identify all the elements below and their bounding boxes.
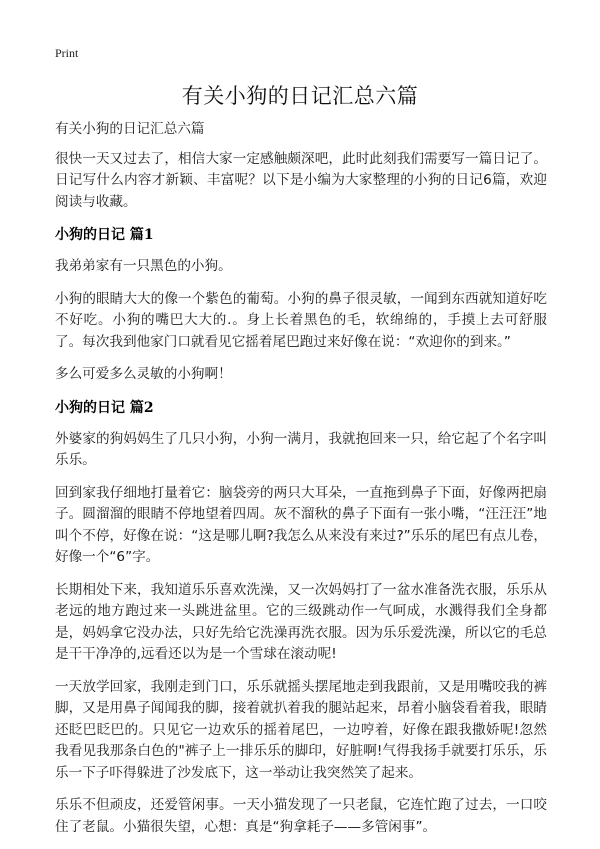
section-heading: 小狗的日记 篇1 <box>55 227 154 243</box>
paragraph: 小狗的眼睛大大的像一个紫色的葡萄。小狗的鼻子很灵敏，一闻到东西就知道好吃不好吃。小狗的嘴巴大大的.。身上长着黑色的毛，软绵绵的，手摸上去可舒服了。每次我到他家门口就看见它摇着尾巴跑过来好像在说：“欢迎你的到来。” <box>55 290 547 350</box>
diary-section-2 <box>55 397 547 839</box>
paragraph: 乐乐不但顽皮，还爱管闲事。一天小猫发现了一只老鼠，它连忙跑了过去，一口咬住了老鼠。小猫很失望，心想：真是“狗拿耗子——多管闲事”。 <box>55 797 547 835</box>
print-link[interactable]: Print <box>55 46 79 60</box>
section-heading: 小狗的日记 篇2 <box>55 399 154 416</box>
paragraph: 回到家我仔细地打量着它：脑袋旁的两只大耳朵，一直拖到鼻子下面，好像两把扇子。圆溜溜的眼睛不停地望着四周。灰不溜秋的鼻子下面有一张小嘴，“汪汪汪”地叫个不停，好像在说：“这是哪儿啊?我怎么从来没有来过?”乐乐的尾巴有点儿卷，好像一个“6”字。 <box>55 484 547 565</box>
subtitle: 有关小狗的日记汇总六篇 <box>55 121 205 137</box>
diary-section-1 <box>55 224 547 386</box>
intro-paragraph: 很快一天又过去了，相信大家一定感触颇深吧，此时此刻我们需要写一篇日记了。日记写什么内容才新颖、丰富呢？以下是小编为大家整理的小狗的日记6篇，欢迎阅读与收藏。 <box>55 150 547 210</box>
paragraph: 多么可爱多么灵敏的小狗啊！ <box>55 366 232 382</box>
paragraph: 我弟弟家有一只黑色的小狗。 <box>55 258 232 274</box>
paragraph: 外婆家的狗妈妈生了几只小狗，小狗一满月，我就抱回来一只，给它起了个名字叫乐乐。 <box>55 430 547 468</box>
paragraph: 一天放学回家，我刚走到门口，乐乐就摇头摆尾地走到我跟前，又是用嘴咬我的裤脚，又是用鼻子闻闻我的脚，接着就扒着我的腿站起来，昂着小脑袋看着我，眼睛还眨巴眨巴的。只见它一边欢乐的摇着尾巴，一边哼着，好像在跟我撒娇呢!忽然我看见我那条白色的"裤子上一排乐乐的脚印，好脏啊!气得我扬手就要打乐乐，乐乐一下子吓得躲进了沙发底下，这一举动让我突然笑了起来。 <box>55 678 547 781</box>
page-title: 有关小狗的日记汇总六篇 <box>181 84 419 108</box>
article-body <box>55 119 547 849</box>
paragraph: 长期相处下来，我知道乐乐喜欢洗澡，又一次妈妈打了一盆水准备洗衣服，乐乐从老远的地方跑过来一头跳进盆里。它的三级跳动作一气呵成，水溅得我们全身都是，妈妈拿它没办法，只好先给它洗澡再洗衣服。因为乐乐爱洗澡，所以它的毛总是干干净净的,远看还以为是一个雪球在滚动呢! <box>55 581 547 662</box>
